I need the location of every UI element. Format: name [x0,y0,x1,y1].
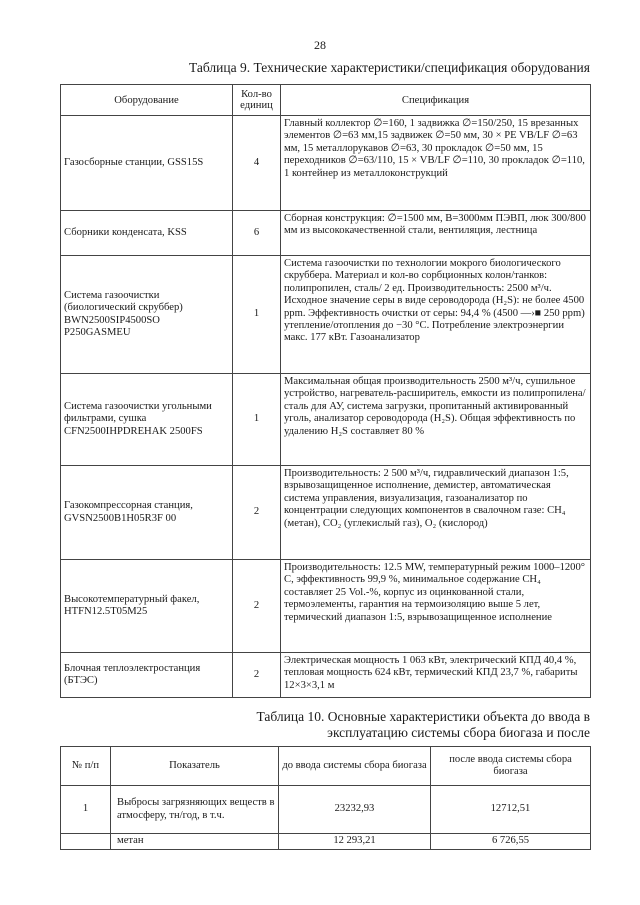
table-9-title: Таблица 9. Технические характеристики/спецификация оборудования [188,60,590,75]
table-row [61,786,591,834]
value-before: 12 293,21 [279,834,431,850]
equipment-qty: 1 [233,256,281,374]
equipment-spec: Главный коллектор ∅=160, 1 задвижка ∅=150/250, 15 врезанных элементов ∅=63 мм,15 задвижек ∅=50 мм, 30 × PE VB/LF ∅=63 мм, 15 металлорукавов ∅=63, 30 прокладок ∅=50 мм, 15 переходников ∅=63/110, 15 × VB/LF ∅=110, 30 прокладок ∅=110, 1 контейнер из металлоконструкций [281,116,591,211]
equipment-name: Высокотемпературный факел, HTFN12.5T05M25 [61,560,233,653]
equipment-qty: 4 [233,116,281,211]
equipment-spec: Сборная конструкция: ∅=1500 мм, В=3000мм ПЭВП, люк 300/800 мм из высококачественной стали, вентиляция, лестница [281,211,591,256]
equipment-spec-table [60,84,591,698]
equipment-name: Система газоочистки угольными фильтрами, сушка CFN2500IHPDREHAK 2500FS [61,374,233,466]
equipment-spec: Система газоочистки по технологии мокрого биологического скруббера. Материал и кол-во сорбционных колон/танков: полипропилен, сталь/ 2 ед. Производительность: 2500 м³/ч. Исходное значение серы в виде сероводорода (H₂S): не более 4500 ppm. Эффективность очистки от серы: 94,4 % (4500 —›■ 250 ppm) утепление/отопления до −30 °С. Потребление электроэнергии макс. 177 кВт. Газоанализатор [281,256,591,374]
indicator-name: метан [111,834,279,850]
page-number: 28 [314,38,326,52]
equipment-spec: Электрическая мощность 1 063 кВт, электрический КПД 40,4 %, тепловая мощность 624 кВт, термический КПД 23,7 %, габариты 12×3×3,1 м [281,653,591,698]
header-qty: Кол-во единиц [233,85,281,116]
table-row [61,211,591,256]
value-after: 6 726,55 [431,834,591,850]
row-number: 1 [61,786,111,834]
indicator-name: Выбросы загрязняющих веществ в атмосферу, тн/год, в т.ч. [111,786,279,834]
table-row [61,653,591,698]
equipment-name: Система газоочистки (биологический скруббер) BWN2500SIP4500SO P250GASMEU [61,256,233,374]
table-row [61,116,591,211]
table-header-row [61,85,591,116]
object-characteristics-table [60,746,591,850]
equipment-qty: 2 [233,466,281,560]
table-row [61,834,591,850]
header-after: после ввода системы сбора биогаза [431,747,591,786]
header-equipment: Оборудование [61,85,233,116]
row-number [61,834,111,850]
table-row [61,256,591,374]
table-row [61,374,591,466]
value-after: 12712,51 [431,786,591,834]
equipment-name: Блочная теплоэлектростанция (БТЭС) [61,653,233,698]
equipment-qty: 2 [233,560,281,653]
equipment-name: Газосборные станции, GSS15S [61,116,233,211]
header-spec: Спецификация [281,85,591,116]
equipment-spec: Производительность: 2 500 м³/ч, гидравлический диапазон 1:5, взрывозащищенное исполнение, демистер, автоматическая система управления, визуализация, газоанализатор по концентрации следующих компонентов в свалочном газе: CH₄ (метан), CO₂ (углекислый газ), O₂ (кислород) [281,466,591,560]
table-header-row [61,747,591,786]
equipment-qty: 2 [233,653,281,698]
equipment-name: Сборники конденсата, KSS [61,211,233,256]
table-row [61,466,591,560]
table-row [61,560,591,653]
equipment-spec: Максимальная общая производительность 2500 м³/ч, сушильное устройство, нагреватель-расширитель, емкости из полипропилена/ сталь для АУ, система загрузки, пропитанный активированный уголь, анализатор сероводорода (H₂S). Общая эффективность по удалению H₂S составляет 80 % [281,374,591,466]
equipment-spec: Производительность: 12.5 MW, температурный режим 1000–1200° С, эффективность 99,9 %, минимальное содержание CH₄ составляет 25 Vol.-%, корпус из оцинкованной стали, термоэлементы, гарантия на термоизоляцию выше 5 лет, термический диапазон 1:5, взрывозащищенное исполнение [281,560,591,653]
header-num: № п/п [61,747,111,786]
value-before: 23232,93 [279,786,431,834]
header-before: до ввода системы сбора биогаза [279,747,431,786]
equipment-qty: 6 [233,211,281,256]
header-indicator: Показатель [111,747,279,786]
equipment-name: Газокомпрессорная станция, GVSN2500B1H05R3F 00 [61,466,233,560]
table-10-title: Таблица 10. Основные характеристики объекта до ввода в эксплуатацию системы сбора биогаза и после [256,709,590,740]
equipment-qty: 1 [233,374,281,466]
